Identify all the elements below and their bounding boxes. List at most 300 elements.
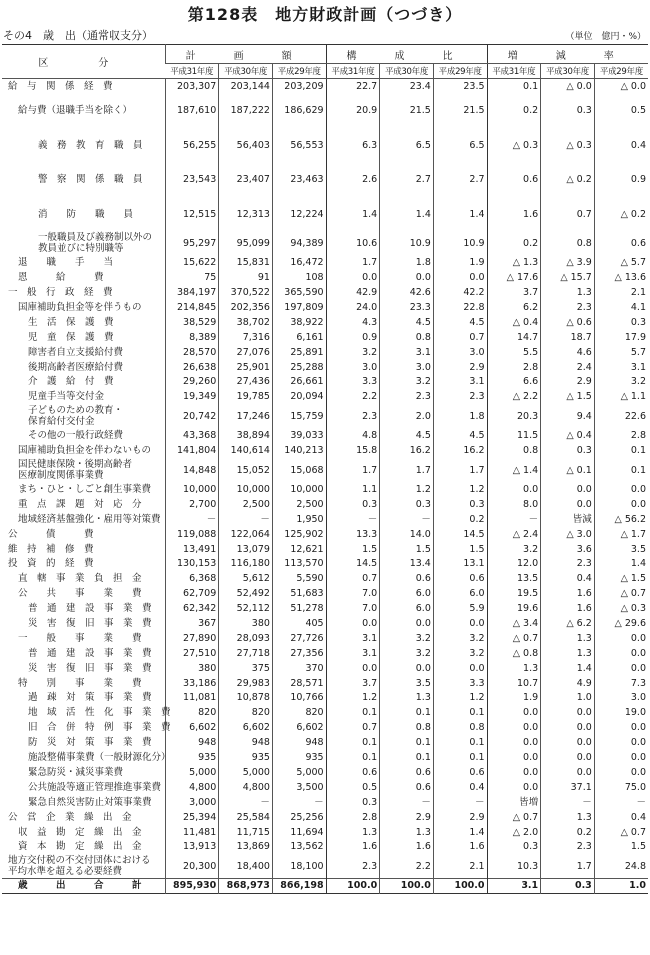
table-row [2, 616, 648, 631]
value-cell: △ 0.8 [487, 646, 541, 661]
row-label: 災 害 復 旧 事 業 費 [28, 662, 152, 674]
value-cell: 2.7 [433, 162, 487, 197]
group-header-share: 構 成 比 [326, 45, 487, 64]
value-cell: 13.3 [326, 527, 380, 542]
value-cell: 214,845 [165, 300, 219, 315]
value-cell: － [380, 512, 434, 527]
value-cell: 14.7 [487, 330, 541, 345]
value-cell: 0.0 [541, 705, 595, 720]
row-label: 過 疎 対 策 事 業 費 [28, 692, 152, 704]
value-cell: 1.7 [433, 458, 487, 482]
value-cell: 0.2 [487, 231, 541, 255]
value-cell: 18,400 [219, 854, 273, 878]
value-cell: 202,356 [219, 300, 273, 315]
row-label: 災 害 復 旧 事 業 費 [28, 618, 152, 630]
value-cell: 820 [272, 705, 326, 720]
row-label: 地域経済基盤強化・雇用等対策費 [18, 513, 161, 525]
value-cell: 0.6 [594, 231, 648, 255]
value-cell: 19.6 [487, 601, 541, 616]
value-cell: 4,800 [219, 780, 273, 795]
table-row [2, 854, 648, 878]
value-cell: 20,742 [165, 404, 219, 428]
row-label: 施設整備事業費（一般財源化分） [28, 752, 171, 764]
value-cell: 4.5 [380, 315, 434, 330]
value-cell: 0.3 [326, 497, 380, 512]
value-cell: 0.6 [380, 780, 434, 795]
row-label: 地方交付税の不交付団体における 平均水準を超える必要経費 [8, 855, 151, 878]
value-cell: 1.3 [541, 810, 595, 825]
value-cell: 39,033 [272, 428, 326, 443]
table-row [2, 878, 648, 893]
row-label: 歳 出 合 計 [18, 880, 142, 892]
value-cell: 10,766 [272, 691, 326, 706]
table-row [2, 735, 648, 750]
value-cell: 1.3 [541, 285, 595, 300]
value-cell: 130,153 [165, 557, 219, 572]
value-cell: 0.5 [326, 780, 380, 795]
value-cell: 1.6 [433, 839, 487, 854]
value-cell: 0.4 [594, 128, 648, 163]
value-cell: 10.9 [433, 231, 487, 255]
table-row [2, 691, 648, 706]
value-cell: 0.0 [594, 720, 648, 735]
value-cell: 13,562 [272, 839, 326, 854]
value-cell: 141,804 [165, 443, 219, 458]
value-cell: 1.7 [326, 255, 380, 270]
value-cell: 203,307 [165, 79, 219, 94]
value-cell: 10,000 [219, 482, 273, 497]
value-cell: 2.9 [433, 360, 487, 375]
value-cell: 4.3 [326, 315, 380, 330]
value-cell: 51,278 [272, 601, 326, 616]
value-cell: 6.6 [487, 375, 541, 390]
value-cell: 125,902 [272, 527, 326, 542]
value-cell: △ 0.7 [487, 631, 541, 646]
value-cell: 20,094 [272, 389, 326, 404]
value-cell: 5.7 [594, 345, 648, 360]
value-cell: 5.9 [433, 601, 487, 616]
value-cell: 15,068 [272, 458, 326, 482]
value-cell: － [541, 795, 595, 810]
value-cell: 0.0 [380, 616, 434, 631]
value-cell: △ 0.3 [541, 128, 595, 163]
value-cell: 203,209 [272, 79, 326, 94]
value-cell: 8,389 [165, 330, 219, 345]
value-cell: 3.1 [380, 345, 434, 360]
value-cell: △ 56.2 [594, 512, 648, 527]
value-cell: 0.0 [487, 735, 541, 750]
value-cell: 23.3 [380, 300, 434, 315]
value-cell: 2.8 [326, 810, 380, 825]
value-cell: △ 0.3 [487, 128, 541, 163]
row-label: 一 般 事 業 費 [18, 632, 142, 644]
value-cell: 0.6 [487, 162, 541, 197]
value-cell: 895,930 [165, 878, 219, 893]
value-cell: － [594, 795, 648, 810]
value-cell: 0.0 [433, 661, 487, 676]
value-cell: 3.0 [594, 691, 648, 706]
value-cell: 935 [219, 750, 273, 765]
value-cell: 5.5 [487, 345, 541, 360]
value-cell: － [219, 795, 273, 810]
value-cell: 203,144 [219, 79, 273, 94]
value-cell: △ 2.4 [487, 527, 541, 542]
row-label: 地 域 活 性 化 事 業 費 [28, 707, 171, 719]
value-cell: 375 [219, 661, 273, 676]
value-cell: 28,570 [165, 345, 219, 360]
value-cell: 10.3 [487, 854, 541, 878]
value-cell: － [165, 512, 219, 527]
value-cell: 1.8 [380, 255, 434, 270]
value-cell: 1.7 [541, 854, 595, 878]
value-cell: 3.2 [380, 631, 434, 646]
category-header: 区 分 [2, 45, 165, 79]
value-cell: 365,590 [272, 285, 326, 300]
value-cell: 0.0 [594, 646, 648, 661]
value-cell: 1.3 [541, 631, 595, 646]
year-header: 平成31年度 [487, 64, 541, 79]
value-cell: 15,759 [272, 404, 326, 428]
value-cell: 2.9 [433, 810, 487, 825]
value-cell: △ 6.2 [541, 616, 595, 631]
value-cell: 1.6 [326, 839, 380, 854]
value-cell: △ 0.2 [541, 162, 595, 197]
value-cell: 15,831 [219, 255, 273, 270]
value-cell: 42.6 [380, 285, 434, 300]
value-cell: 23.4 [380, 79, 434, 94]
value-cell: 868,973 [219, 878, 273, 893]
value-cell: 3.1 [326, 646, 380, 661]
value-cell: 1.6 [487, 197, 541, 232]
value-cell: 22.6 [594, 404, 648, 428]
value-cell: △ 3.4 [487, 616, 541, 631]
value-cell: 3.3 [326, 375, 380, 390]
value-cell: 820 [219, 705, 273, 720]
value-cell: 1.1 [326, 482, 380, 497]
value-cell: 1.5 [594, 839, 648, 854]
value-cell: 11,694 [272, 825, 326, 840]
value-cell: 1.4 [594, 557, 648, 572]
table-row [2, 300, 648, 315]
value-cell: 1.4 [541, 661, 595, 676]
value-cell: 2.3 [433, 389, 487, 404]
value-cell: 4,800 [165, 780, 219, 795]
value-cell: 27,076 [219, 345, 273, 360]
value-cell: 0.0 [487, 765, 541, 780]
value-cell: 140,614 [219, 443, 273, 458]
value-cell: 2.4 [541, 360, 595, 375]
value-cell: 0.0 [541, 765, 595, 780]
value-cell: － [380, 795, 434, 810]
row-label: 一 般 行 政 経 費 [8, 287, 113, 299]
value-cell: 2.3 [541, 557, 595, 572]
value-cell: 8.0 [487, 497, 541, 512]
value-cell: 380 [219, 616, 273, 631]
row-label: 消 防 職 員 [38, 208, 134, 220]
value-cell: 866,198 [272, 878, 326, 893]
value-cell: 116,180 [219, 557, 273, 572]
value-cell: 18,100 [272, 854, 326, 878]
value-cell: 6.0 [380, 586, 434, 601]
value-cell: 2.8 [594, 428, 648, 443]
value-cell: 197,809 [272, 300, 326, 315]
value-cell: 0.1 [380, 750, 434, 765]
table-row [2, 646, 648, 661]
value-cell: 0.1 [326, 750, 380, 765]
value-cell: 12,313 [219, 197, 273, 232]
value-cell: 2.2 [380, 854, 434, 878]
table-row [2, 330, 648, 345]
value-cell: 2.7 [380, 162, 434, 197]
value-cell: 100.0 [380, 878, 434, 893]
table-row [2, 825, 648, 840]
value-cell: 29,260 [165, 375, 219, 390]
table-row [2, 285, 648, 300]
value-cell: 1.9 [487, 691, 541, 706]
value-cell: 3.2 [380, 375, 434, 390]
page-title: 第128表 地方財政計画（つづき） [187, 5, 463, 24]
table-row [2, 315, 648, 330]
value-cell: 22.7 [326, 79, 380, 94]
table-row [2, 512, 648, 527]
value-cell: △ 0.2 [594, 197, 648, 232]
value-cell: 13.5 [487, 571, 541, 586]
value-cell: － [433, 795, 487, 810]
value-cell: △ 0.4 [541, 428, 595, 443]
value-cell: 0.1 [487, 79, 541, 94]
value-cell: 0.0 [487, 482, 541, 497]
value-cell: 1.6 [541, 586, 595, 601]
value-cell: 62,342 [165, 601, 219, 616]
table-row [2, 586, 648, 601]
row-label: 恩 給 費 [18, 272, 104, 284]
table-row [2, 428, 648, 443]
value-cell: 20.3 [487, 404, 541, 428]
value-cell: 38,529 [165, 315, 219, 330]
value-cell: 1.7 [380, 458, 434, 482]
value-cell: 11.5 [487, 428, 541, 443]
value-cell: 0.0 [326, 661, 380, 676]
value-cell: 4.5 [380, 428, 434, 443]
value-cell: 52,492 [219, 586, 273, 601]
value-cell: 42.9 [326, 285, 380, 300]
value-cell: 3.6 [541, 542, 595, 557]
value-cell: 6.5 [433, 128, 487, 163]
value-cell: 10,878 [219, 691, 273, 706]
row-label: 介 護 給 付 費 [28, 376, 114, 388]
value-cell: 1.5 [380, 542, 434, 557]
value-cell: 3.2 [433, 646, 487, 661]
value-cell: 0.7 [326, 720, 380, 735]
value-cell: 19,785 [219, 389, 273, 404]
value-cell: 3.7 [326, 676, 380, 691]
value-cell: 370 [272, 661, 326, 676]
value-cell: 1.3 [487, 661, 541, 676]
row-label: まち・ひと・しごと創生事業費 [18, 484, 152, 496]
value-cell: 1.6 [541, 601, 595, 616]
value-cell: 6.0 [380, 601, 434, 616]
value-cell: 56,255 [165, 128, 219, 163]
expenditure-table [2, 44, 648, 894]
table-row [2, 255, 648, 270]
value-cell: 38,702 [219, 315, 273, 330]
value-cell: 23,543 [165, 162, 219, 197]
row-label: 重 点 課 題 対 応 分 [18, 498, 142, 510]
value-cell: △ 13.6 [594, 270, 648, 285]
value-cell: 16,472 [272, 255, 326, 270]
value-cell: 3.3 [433, 676, 487, 691]
value-cell: 0.6 [433, 765, 487, 780]
value-cell: 25,901 [219, 360, 273, 375]
table-row [2, 705, 648, 720]
value-cell: △ 3.9 [541, 255, 595, 270]
value-cell: 1.5 [433, 542, 487, 557]
value-cell: 1.6 [380, 839, 434, 854]
value-cell: 3.2 [433, 631, 487, 646]
value-cell: 0.3 [326, 795, 380, 810]
value-cell: 1.2 [326, 691, 380, 706]
value-cell: 0.0 [487, 780, 541, 795]
value-cell: 18.7 [541, 330, 595, 345]
value-cell: 0.8 [487, 443, 541, 458]
value-cell: 0.3 [541, 878, 595, 893]
group-header-change: 増 減 率 [487, 45, 648, 64]
value-cell: 23,407 [219, 162, 273, 197]
value-cell: 20,300 [165, 854, 219, 878]
value-cell: 13,869 [219, 839, 273, 854]
value-cell: 0.1 [433, 735, 487, 750]
value-cell: － [487, 512, 541, 527]
value-cell: 12,515 [165, 197, 219, 232]
value-cell: 7.0 [326, 586, 380, 601]
value-cell: 0.0 [380, 661, 434, 676]
value-cell: 0.7 [433, 330, 487, 345]
value-cell: 15,052 [219, 458, 273, 482]
value-cell: 0.0 [487, 750, 541, 765]
table-row [2, 720, 648, 735]
table-row [2, 345, 648, 360]
row-label: 国庫補助負担金を伴わないもの [18, 445, 152, 457]
value-cell: 1.3 [380, 825, 434, 840]
value-cell: 0.2 [487, 93, 541, 128]
value-cell: 11,481 [165, 825, 219, 840]
value-cell: △ 0.6 [541, 315, 595, 330]
value-cell: 0.7 [326, 571, 380, 586]
value-cell: 2.9 [541, 375, 595, 390]
value-cell: 14.5 [326, 557, 380, 572]
table-row [2, 360, 648, 375]
value-cell: 6,602 [165, 720, 219, 735]
row-label: 防 災 対 策 事 業 費 [28, 737, 152, 749]
value-cell: 14,848 [165, 458, 219, 482]
value-cell: 29,983 [219, 676, 273, 691]
value-cell: 2.3 [326, 404, 380, 428]
value-cell: 13,913 [165, 839, 219, 854]
year-header: 平成29年度 [433, 64, 487, 79]
table-row [2, 404, 648, 428]
value-cell: 11,715 [219, 825, 273, 840]
value-cell: 0.6 [326, 765, 380, 780]
value-cell: 6,161 [272, 330, 326, 345]
value-cell: 皆減 [541, 512, 595, 527]
year-header: 平成31年度 [326, 64, 380, 79]
value-cell: 948 [272, 735, 326, 750]
value-cell: 1.2 [433, 691, 487, 706]
value-cell: 10,000 [272, 482, 326, 497]
value-cell: 27,718 [219, 646, 273, 661]
value-cell: 28,093 [219, 631, 273, 646]
value-cell: 2.3 [541, 300, 595, 315]
value-cell: 948 [165, 735, 219, 750]
value-cell: 4.9 [541, 676, 595, 691]
value-cell: 2,500 [272, 497, 326, 512]
value-cell: △ 3.0 [541, 527, 595, 542]
table-row [2, 93, 648, 128]
value-cell: 4.1 [594, 300, 648, 315]
value-cell: 2.3 [326, 854, 380, 878]
value-cell: △ 2.2 [487, 389, 541, 404]
year-header: 平成30年度 [541, 64, 595, 79]
year-header: 平成30年度 [219, 64, 273, 79]
value-cell: 14.5 [433, 527, 487, 542]
row-label: その他の一般行政経費 [28, 430, 124, 442]
value-cell: 27,510 [165, 646, 219, 661]
value-cell: 0.1 [326, 735, 380, 750]
value-cell: 0.6 [380, 571, 434, 586]
year-header: 平成31年度 [165, 64, 219, 79]
row-label: 国民健康保険・後期高齢者 医療制度関係事業費 [18, 459, 133, 482]
value-cell: 1.8 [433, 404, 487, 428]
value-cell: 367 [165, 616, 219, 631]
value-cell: 5,000 [272, 765, 326, 780]
value-cell: 0.0 [433, 270, 487, 285]
row-label: 特 別 事 業 費 [18, 677, 142, 689]
value-cell: 25,288 [272, 360, 326, 375]
value-cell: 113,570 [272, 557, 326, 572]
value-cell: 3.1 [594, 360, 648, 375]
value-cell: 27,436 [219, 375, 273, 390]
value-cell: 100.0 [326, 878, 380, 893]
value-cell: 11,081 [165, 691, 219, 706]
table-row [2, 750, 648, 765]
value-cell: 0.0 [594, 765, 648, 780]
value-cell: 94,389 [272, 231, 326, 255]
value-cell: 9.4 [541, 404, 595, 428]
value-cell: 0.0 [326, 270, 380, 285]
value-cell: 0.1 [380, 735, 434, 750]
value-cell: 3.7 [487, 285, 541, 300]
value-cell: 0.1 [326, 705, 380, 720]
value-cell: 75 [165, 270, 219, 285]
row-label: 普 通 建 設 事 業 費 [28, 603, 152, 615]
value-cell: 3.1 [433, 375, 487, 390]
value-cell: 14.0 [380, 527, 434, 542]
table-row [2, 661, 648, 676]
value-cell: 3.5 [380, 676, 434, 691]
value-cell: 51,683 [272, 586, 326, 601]
value-cell: △ 15.7 [541, 270, 595, 285]
value-cell: △ 17.6 [487, 270, 541, 285]
value-cell: 6.0 [433, 586, 487, 601]
value-cell: 140,213 [272, 443, 326, 458]
value-cell: 3,500 [272, 780, 326, 795]
table-row [2, 231, 648, 255]
value-cell: 0.0 [487, 720, 541, 735]
row-label: 直 轄 事 業 負 担 金 [18, 573, 142, 585]
row-label: 給与費（退職手当を除く） [18, 105, 133, 117]
value-cell: 122,064 [219, 527, 273, 542]
value-cell: 23.5 [433, 79, 487, 94]
